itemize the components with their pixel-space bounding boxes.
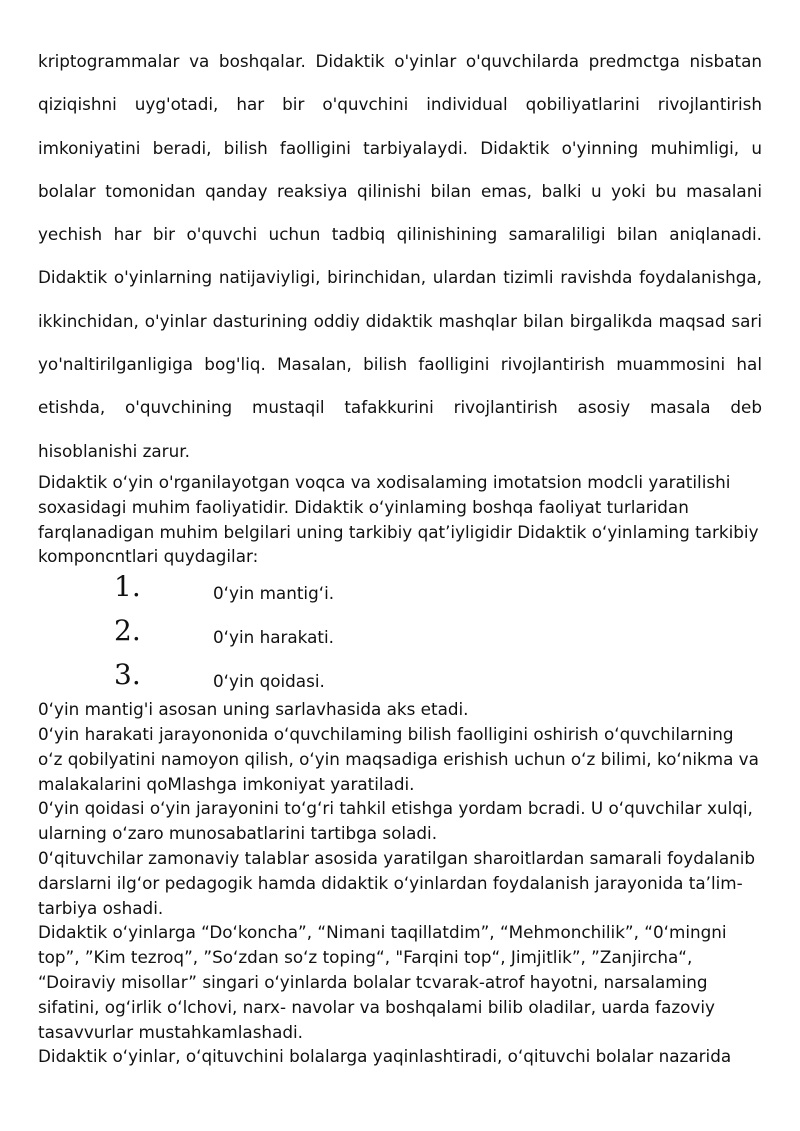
paragraph-game-rule: 0‘yin qoidasi o‘yin jarayonini to‘g‘ri tahkil etishga yordam bcradi. U o‘quvchilar xulqi, ularning o‘zaro munosabatlarini tartibga soladi. [38, 798, 753, 844]
list-text: 0‘yin mantig‘i. [213, 583, 335, 604]
paragraph-closing: Didaktik o‘yinlar, o‘qituvchini bolalarga yaqinlashtiradi, o‘qituvchi bolalar nazarida [38, 1046, 732, 1067]
list-text: 0‘yin qoidasi. [213, 671, 325, 692]
list-item [38, 615, 762, 659]
list-number: 2. [114, 614, 141, 648]
paragraph-game-action: 0‘yin harakati jarayononida o‘quvchilaming bilish faolligini oshirish o‘quvchilarning o‘z qobilyatini namoyon qilish, o‘yin maqsadiga erishish uchun o‘z bilimi, ko‘nikma va malakalarini qoMlashga imkoniyat yaratiladi. [38, 723, 759, 794]
list-item [38, 659, 762, 703]
intro-paragraph: kriptogrammalar va boshqalar. Didaktik o'yinlar o'quvchilarda predmctga nisbatan qiziqishni uyg'otadi, har bir o'quvchini individual qobiliyatlarini rivojlantirish imkoniyatini beradi, bilish faolligini tarbiyalaydi. Didaktik o'yinning muhimligi, u bolalar tomonidan qanday reaksiya qilinishi bilan emas, balki u yoki bu masalani yechish har bir o'quvchi uchun tadbiq qilinishining samaraliligi bilan aniqlanadi. Didaktik o'yinlarning natijaviyligi, birinchidan, ulardan tizimli ravishda foydalanishga, ikkinchidan, o'yinlar dasturining oddiy didaktik mashqlar bilan birgalikda maqsad sari yo'naltirilganligiga bog'liq. Masalan, bilish faolligini rivojlantirish muammosini hal etishda, o'quvchining mustaqil tafakkurini rivojlantirish asosiy masala deb hisoblanishi zarur. [38, 51, 762, 461]
paragraph-game-examples: Didaktik o‘yinlarga “Do‘koncha”, “Nimani taqillatdim”, “Mehmonchilik”, “0‘mingni top”, ”Kim tezroq”, ”So‘zdan so‘z toping“, "Farqini top“, Jimjitlik”, ”Zanjircha“, “Doiraviy misollar” singari o‘yinlarda bolalar tcvarak-atrof hayotni, narsalaming sifatini, og‘irlik o‘lchovi, narx- navolar va boshqalami bilib oladilar, uarda fazoviy tasavvurlar mustahkamlashadi. [38, 922, 727, 1042]
paragraph-teachers: 0‘qituvchilar zamonaviy talablar asosida yaratilgan sharoitlardan samarali foydalanib darslarni ilg‘or pedagogik hamda didaktik o‘yinlardan foydalanish jarayonida ta’lim-tarbiya oshadi. [38, 847, 756, 918]
list-item [38, 571, 762, 615]
document-page [38, 40, 762, 1069]
list-number: 3. [114, 658, 141, 692]
components-list [38, 571, 762, 703]
paragraph-game-logic: 0‘yin mantig'i asosan uning sarlavhasida aks etadi. [38, 699, 469, 720]
list-number: 1. [114, 570, 141, 604]
list-text: 0‘yin harakati. [213, 627, 334, 648]
paragraph-didactic-game-definition: Didaktik o‘yin o'rganilayotgan voqca va xodisalaming imotatsion modcli yaratilishi soxasidagi muhim faoliyatidir. Didaktik o‘yinlaming boshqa faoliyat turlaridan farqlanadigan muhim belgilari uning tarkibiy qat’iyligidir Didaktik o‘yinlaming tarkibiy komponcntlari quydagilar: [38, 471, 759, 567]
